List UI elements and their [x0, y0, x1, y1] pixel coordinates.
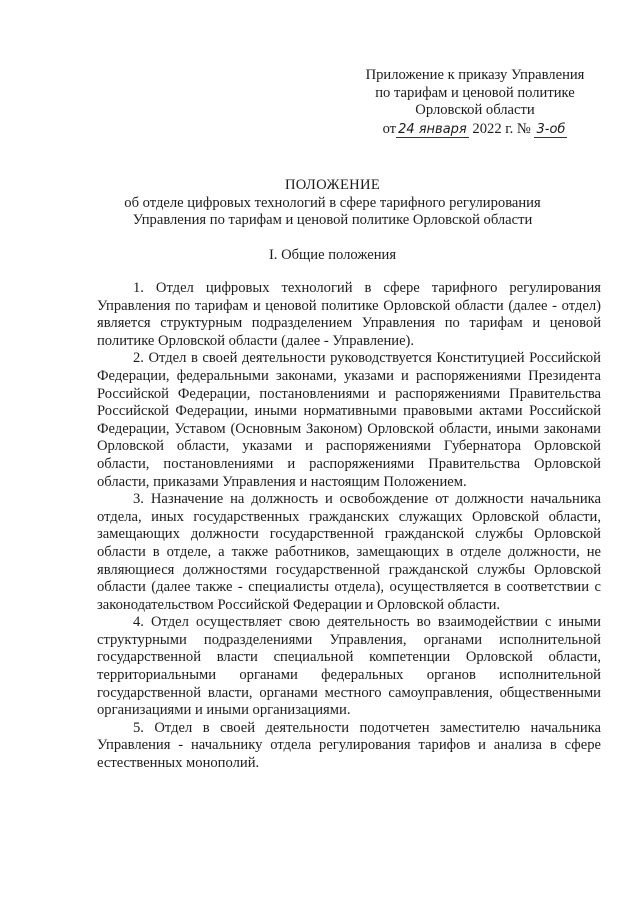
section-title: I. Общие положения	[268, 247, 397, 263]
paragraph-2: 2. Отдел в своей деятельности руководствуется Конституцией Российской Федерации, федеральными законами, указами и распоряжениями Президента Российской Федерации, постановлениями и распоряжениями Правительства Российской Федерации, иными нормативными правовыми актами Российской Федерации, Уставом (Основным Законом) Орловской области, иными законами Орловской области, указами и распоряжениями Губернатора Орловской области, постановлениями и распоряжениями Правительства Орловской области, приказами Управления и настоящим Положением.	[97, 350, 601, 490]
handwritten-date: 24 января	[398, 121, 467, 137]
document-title-block	[60, 177, 605, 230]
annex-date-line	[340, 121, 610, 139]
annex-line-1: Приложение к приказу Управления	[365, 67, 585, 83]
paragraph-1: 1. Отдел цифровых технологий в сфере тарифного регулирования Управления по тарифам и ценовой политике Орловской области (далее - отдел) является структурным подразделением Управления по тарифам и ценовой политике Орловской области (далее - Управление).	[97, 280, 601, 349]
annex-line-3: Орловской области	[415, 102, 535, 118]
paragraph-3: 3. Назначение на должность и освобождение от должности начальника отдела, иных государственных гражданских служащих Орловской области, замещающих должности государственной гражданской службы Орловской области в отделе, а также работников, замещающих в отделе должности, не являющиеся должностями государственной гражданской службы Орловской области (далее также - специалисты отдела), осуществляется в соответствии с законодательством Российской Федерации и Орловской области.	[97, 491, 601, 613]
annex-line-2: по тарифам и ценовой политике	[375, 84, 575, 101]
document-subtitle-line-1: об отделе цифровых технологий в сфере тарифного регулирования	[124, 194, 541, 211]
document-body	[97, 280, 601, 773]
handwritten-number: 3-об	[536, 121, 566, 137]
document-subtitle-line-2: Управления по тарифам и ценовой политике Орловской области	[132, 212, 533, 228]
paragraph-4: 4. Отдел осуществляет свою деятельность во взаимодействии с иными структурными подразделениями Управления, органами исполнительной государственной власти специальной компетенции Орловской области, территориальными органами федеральных органов исполнительной государственной власти, органами местного самоуправления, общественными организациями и иными организациями.	[97, 614, 601, 719]
annex-header	[340, 67, 610, 138]
year-text: 2022 г. №	[472, 120, 531, 137]
date-prefix: от	[382, 120, 397, 137]
paragraph-5: 5. Отдел в своей деятельности подотчетен заместителю начальника Управления - начальнику отдела регулирования тарифов и анализа в сфере естественных монополий.	[97, 719, 601, 772]
document-title: ПОЛОЖЕНИЕ	[284, 177, 381, 193]
